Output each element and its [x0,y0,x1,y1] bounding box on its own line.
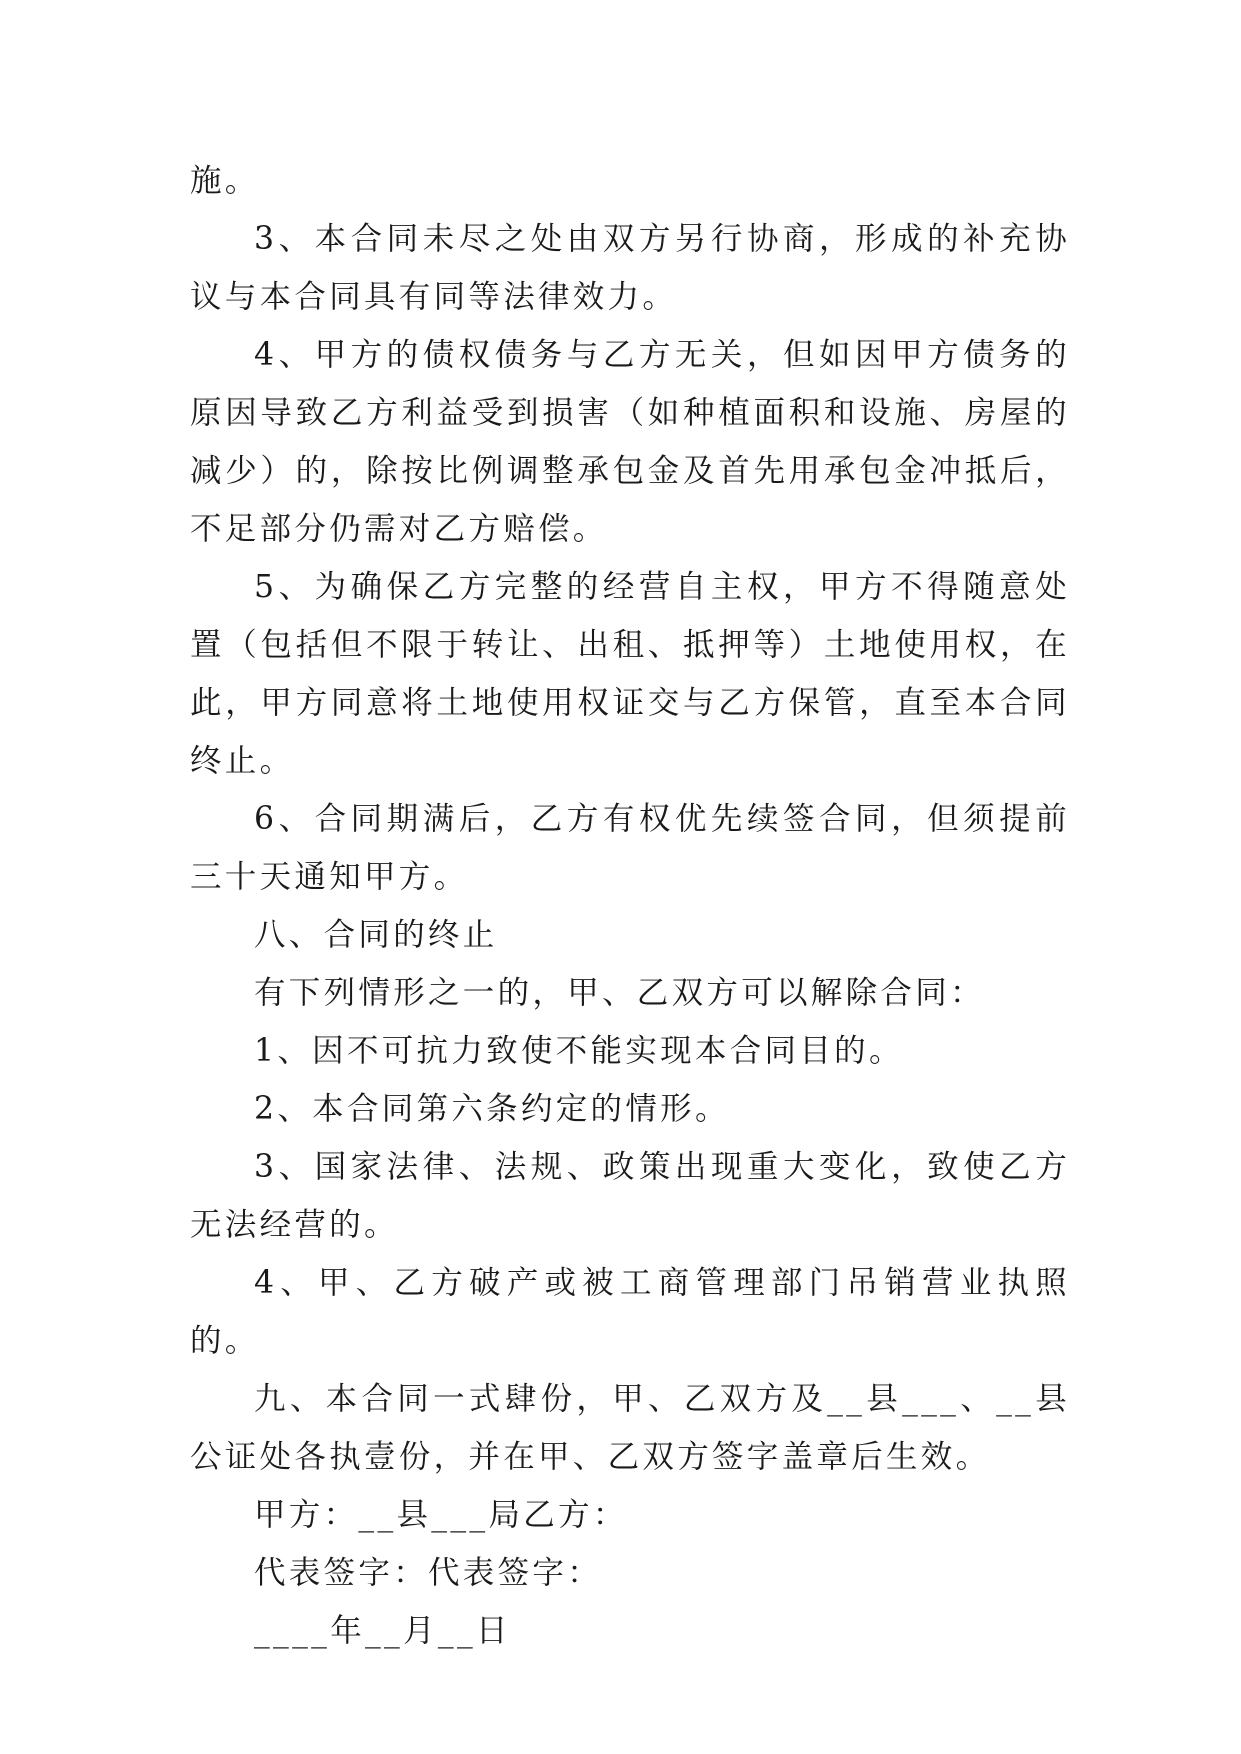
signature-date: ____年__月__日 [254,1613,511,1649]
signature-parties: 甲方：__县___局乙方： [254,1497,628,1533]
clause-4-debts: 4、甲方的债权债务与乙方无关，但如因甲方债务的原因导致乙方利益受到损害（如种植面积和设施、房屋的减少）的，除按比例调整承包金及首先用承包金冲抵后，不足部分仍需对乙方赔偿。 [190,337,1070,547]
section-8-heading: 八、合同的终止 [254,917,498,953]
section-9-copies: 九、本合同一式肆份，甲、乙双方及__县___、__县公证处各执壹份，并在甲、乙双方签字盖章后生效。 [190,1381,1070,1475]
termination-item-1: 1、因不可抗力致使不能实现本合同目的。 [254,1033,904,1069]
clause-5-land-use-right: 5、为确保乙方完整的经营自主权，甲方不得随意处置（包括但不限于转让、出租、抵押等）土地使用权，在此，甲方同意将土地使用权证交与乙方保管，直至本合同终止。 [190,569,1070,779]
signature-representatives: 代表签字：代表签字： [254,1555,603,1591]
termination-intro: 有下列情形之一的，甲、乙双方可以解除合同： [254,975,985,1011]
contract-body [190,152,1070,1660]
clause-6-renewal: 6、合同期满后，乙方有权优先续签合同，但须提前三十天通知甲方。 [190,801,1070,895]
termination-item-4: 4、甲、乙方破产或被工商管理部门吊销营业执照的。 [190,1265,1070,1359]
clause-3-supplementary-agreement: 3、本合同未尽之处由双方另行协商，形成的补充协议与本合同具有同等法律效力。 [190,221,1070,315]
paragraph-continuation: 施。 [190,163,260,199]
termination-item-3: 3、国家法律、法规、政策出现重大变化，致使乙方无法经营的。 [190,1149,1070,1243]
termination-item-2: 2、本合同第六条约定的情形。 [254,1091,730,1127]
